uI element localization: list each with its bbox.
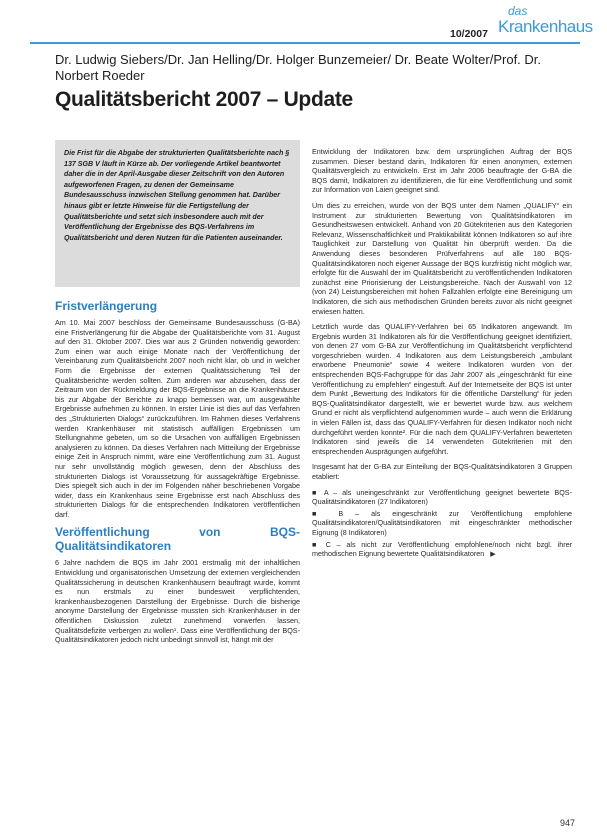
authors: Dr. Ludwig Siebers/Dr. Jan Helling/Dr. Holger Bunzemeier/ Dr. Beate Wolter/Prof. Dr. Norbert Roeder — [55, 52, 542, 83]
header-rule — [30, 42, 580, 44]
abstract-box: Die Frist für die Abgabe der strukturierten Qualitätsberichte nach § 137 SGB V läuft in Kürze ab. Der vorliegende Artikel beantwortet daher die in der April-Ausgabe dieser Zeitschrift von den Autoren aufgeworfenen Fragen, zu denen der Gemeinsame Bundesausschuss inzwischen Stellung genommen hat. Darüber hinaus gibt er letzte Hinweise für die Fertigstellung der Qualitätsberichte und setzt sich insbesondere auch mit der Veröffentlichung der Ergebnisse des BQS-Verfahrens im Qualitätsbericht und deren Nutzen für die Patienten auseinander. — [55, 140, 300, 287]
left-column — [55, 297, 300, 651]
issue-number: 10/2007 — [450, 28, 488, 40]
list-item: ■ B – als eingeschränkt zur Veröffentlichung empfohlene Qualitätsindikatoren/Qualitätsindikatoren mit eingeschränkter methodischer Eignung (8 Indikatoren) — [312, 508, 572, 537]
right-column — [312, 147, 572, 562]
right-paragraph-2: Um dies zu erreichen, wurde von der BQS unter dem Namen „QUALIFY“ ein Instrument zur strukturierten Bewertung von Qualitätsindikatoren im Gesundheitswesen entwickelt. Anhand von 20 Gütekriterien aus den Kategorien Relevanz, Wissenschaftlichkeit und Praktikabilität können Indikatoren so auf ihre Tauglichkeit zur Darstellung von Qualität hin überprüft werden. Da die Anwendung dieses besonderen Prüfverfahrens auf alle 180 BQS-Qualitätsindikatoren noch eigener Aussage der BQS kurzfristig nicht möglich war, erfolgte für die Auswahl der im Qualitätsbericht zu veröffentlichenden Indikatoren zunächst eine Priorisierung der Leistungsbereiche. Nach der Auswahl von 12 (von 24) Leistungsbereichen mit hohen Fallzahlen erfolgte eine Bereinigung um Indikatoren, die sich aus methodischen Gründen bereits zuvor als nicht geeignet erwiesen hatten. — [312, 200, 572, 316]
list-item — [312, 540, 572, 560]
page-number: 947 — [560, 818, 576, 828]
indicator-groups-list — [312, 488, 572, 560]
continue-arrow-icon: ▶ — [490, 551, 496, 559]
section-heading-bqs: Veröffentlichung von BQS-Qualitätsindikatoren — [55, 525, 300, 554]
page-header — [0, 0, 607, 44]
logo-krankenhaus: Krankenhaus — [498, 17, 593, 36]
section1-text: Am 10. Mai 2007 beschloss der Gemeinsame Bundesausschuss (G-BA) eine Fristverlängerung für die Abgabe der Qualitätsberichte vom 31. August auf den 31. Oktober 2007. Dies war aus 2 Gründen notwendig geworden: Zum einen war auch einige Monate nach der Veröffentlichung der Vereinbarung zum Qualitätsbericht 2007 noch nicht klar, ob und in welcher Form die Ergebnisse der externen Qualitätssicherung Teil der Qualitätsberichte werden sollten. Zum anderen war abzusehen, dass der Zeitraum von der Rückmeldung der BQS-Ergebnisse an die Krankenhäuser bis zur Abgabe der Berichte zu knapp bemessen war, um ausgewählte Ergebnisse aufnehmen zu können. In erster Linie ist dies auf das Verfahren des „Strukturierten Dialogs“ zurückzuführen. Im Rahmen dieses Verfahrens werden Krankenhäuser mit statistisch auffälligen Ergebnissen um Stellungnahme gebeten, um so die Ursachen von auffälligen Ergebnissen analysieren zu können. Da dieses Verfahren nach Mitteilung der Ergebnisse einige Zeit in Anspruch nimmt, wäre eine Veröffentlichung zum 31. August nur sehr unvollständig möglich gewesen, denn der Abschluss des strukturierten Dialogs ist Voraussetzung für aussagekräftige Ergebnisse. Dies spiegelt sich auch in der im Folgenden näher beschriebenen Vorgabe wider, dass ein Krankenhaus seine Ergebnisse erst nach Abschluss des strukturierten Dialogs für die entsprechenden Indikatoren veröffentlichen darf. — [55, 318, 300, 519]
article-title: Qualitätsbericht 2007 – Update — [55, 88, 353, 111]
right-paragraph-4: Insgesamt hat der G-BA zur Einteilung der BQS-Qualitätsindikatoren 3 Gruppen etabliert: — [312, 462, 572, 481]
section-heading-fristverlaengerung: Fristverlängerung — [55, 299, 158, 313]
bullet-c-text: ■ C – als nicht zur Veröffentlichung empfohlene/noch nicht bzgl. ihrer methodischen Eignung bewertete Qualitätsindikatoren — [312, 539, 572, 559]
right-paragraph-1: Entwicklung der Indikatoren bzw. dem ursprünglichen Auftrag der BQS zusammen. Dieser bestand darin, Indikatoren für einen anonymen, externen Qualitätsvergleich zu entwickeln. Erst im Jahr 2006 beauftragte der G-BA die BQS damit, Indikatoren zu identifizieren, die für eine Veröffentlichung und somit zur Information von Laien geeignet sind. — [312, 147, 572, 195]
logo-das: das — [508, 4, 528, 18]
right-paragraph-3: Letztlich wurde das QUALIFY-Verfahren bei 65 Indikatoren angewandt. Im Ergebnis wurden 31 Indikatoren als für die Veröffentlichung geeignet identifiziert, von denen 27 vom G-BA zur Veröffentlichung im Qualitätsbericht verpflichtend vorgeschrieben wurden. 4 Indikatoren aus dem Leistungsbereich „ambulant erworbene Pneumonie“ sowie 4 weitere Indikatoren wurden von der entsprechenden BQS-Fachgruppe für das Jahr 2007 als „eingeschränkt für eine Veröffentlichung zu empfehlen“ eingestuft. Auf der Internetseite der BQS ist unter dem Punkt „Bewertung des Indikators für die öffentliche Darstellung“ für jeden BQS-Qualitätsindikator dargestellt, wie er bewertet wurde bzw. aus welchem Grund er nicht als verpflichtend aufgenommen wurde – auch wenn die Erklärung in vielen Fällen ist, dass das QUALIFY-Verfahren für diesen Indikator noch nicht durchgeführt werden konnte². Für die nach dem QUALIFY-Verfahren bewerteten Indikatoren sind jeweils die 14 verwendeten Gütekriterien mit den entsprechenden Ausprägungen aufgeführt. — [312, 322, 572, 456]
list-item: ■ A – als uneingeschränkt zur Veröffentlichung geeignet bewertete BQS-Qualitätsindikatoren (27 Indikatoren) — [312, 487, 572, 507]
section2-text: 6 Jahre nachdem die BQS im Jahr 2001 erstmalig mit der inhaltlichen Entwicklung und organisatorischen Umsetzung der externen vergleichenden Qualitätssicherung in deutschen Krankenhäusern beauftragt wurde, kommt es nun erstmals zu einer bundesweit verpflichtenden, krankenhausbezogenen Darstellung der Ergebnisse. Durch die bisherige anonyme Darstellung der Ergebnisse mussten sich Krankenhäuser in der öffentlichen Diskussion zuletzt zunehmend vorwerfen lassen, Qualitätsdefizite verbergen zu wollen¹. Dass eine Veröffentlichung der BQS-Qualitätsindikatoren jedoch nicht unbedingt sinnvoll ist, hängt mit der — [55, 558, 300, 645]
